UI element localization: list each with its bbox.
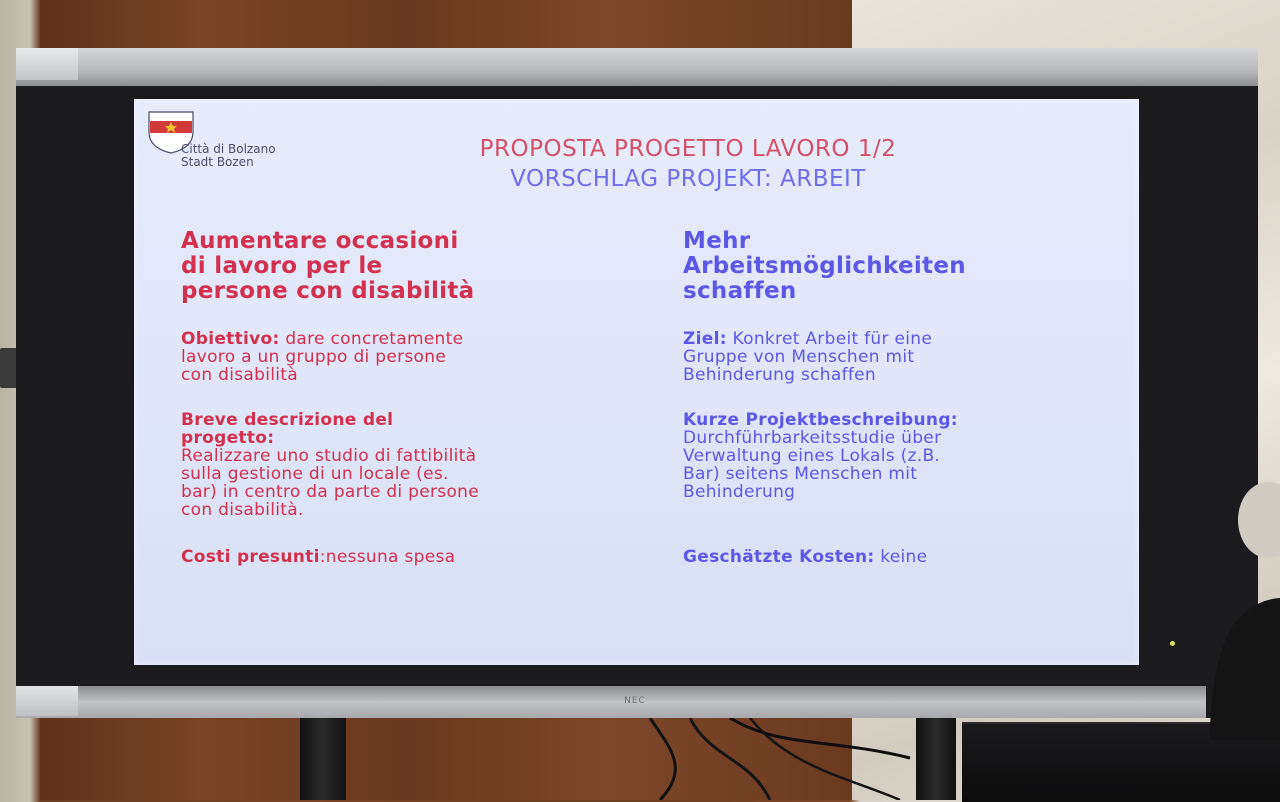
power-led [1170,641,1175,646]
italian-headline-line: persone con disabilità [181,278,475,304]
monitor-stand-left [300,718,346,800]
german-column [683,228,1153,567]
slide-title-german: VORSCHLAG PROJEKT: ARBEIT [510,166,866,192]
italian-description-label: Breve descrizione del [181,410,394,430]
german-description [683,411,1143,501]
italian-goal-text: con disabilità [181,365,298,385]
org-name-line-2: Stadt Bozen [181,155,254,169]
italian-cost-label: Costi presunti [181,547,320,567]
german-headline-line: schaffen [683,278,797,304]
german-description-text: Bar) seitens Menschen mit [683,464,918,484]
german-goal-text: Konkret Arbeit für eine [726,329,933,349]
italian-goal-label: Obiettivo: [181,329,280,349]
german-goal-label: Ziel: [683,329,727,349]
italian-description [181,411,641,519]
italian-description-text: sulla gestione di un locale (es. [181,464,449,484]
italian-cost [181,548,641,566]
german-description-label: Kurze Projektbeschreibung: [683,410,958,430]
german-headline-line: Arbeitsmöglichkeiten [683,253,966,279]
italian-description-label: progetto: [181,428,275,448]
slide-title-italian: PROPOSTA PROGETTO LAVORO 1/2 [479,136,897,162]
german-description-text: Behinderung [683,482,796,502]
german-goal-text: Behinderung schaffen [683,365,876,385]
italian-headline-line: Aumentare occasioni [181,228,459,254]
monitor-bezel-bottom-cap [16,686,78,716]
italian-headline-line: di lavoro per le [181,253,383,279]
italian-cost-text: :nessuna spesa [319,547,456,567]
monitor-stand-right [916,718,956,800]
monitor-brand-logo: NEC [624,696,646,706]
german-description-text: Verwaltung eines Lokals (z.B. [683,446,941,466]
italian-description-text: con disabilità. [181,500,304,520]
italian-headline [181,229,651,304]
italian-goal-text: dare concretamente [279,329,464,349]
italian-column [181,228,651,567]
monitor-bezel-bottom [16,686,1206,718]
german-description-text: Durchführbarkeitsstudie über [683,428,942,448]
german-cost-label: Geschätzte Kosten: [683,547,875,567]
monitor-bezel-top [16,48,1258,86]
person-partial [1210,470,1280,740]
german-goal [683,330,1143,384]
german-headline-line: Mehr [683,228,751,254]
german-cost-text: keine [874,547,928,567]
german-goal-text: Gruppe von Menschen mit [683,347,915,367]
italian-goal-text: lavoro a un gruppo di persone [181,347,447,367]
italian-goal [181,330,641,384]
monitor-bezel-cap [16,48,78,80]
german-headline [683,229,1103,304]
cables [630,718,920,800]
org-name-line-1: Città di Bolzano [181,142,276,156]
presentation-slide [134,99,1139,665]
italian-description-text: bar) in centro da parte di persone [181,482,479,502]
italian-description-text: Realizzare uno studio di fattibilità [181,446,477,466]
german-cost [683,548,1143,566]
